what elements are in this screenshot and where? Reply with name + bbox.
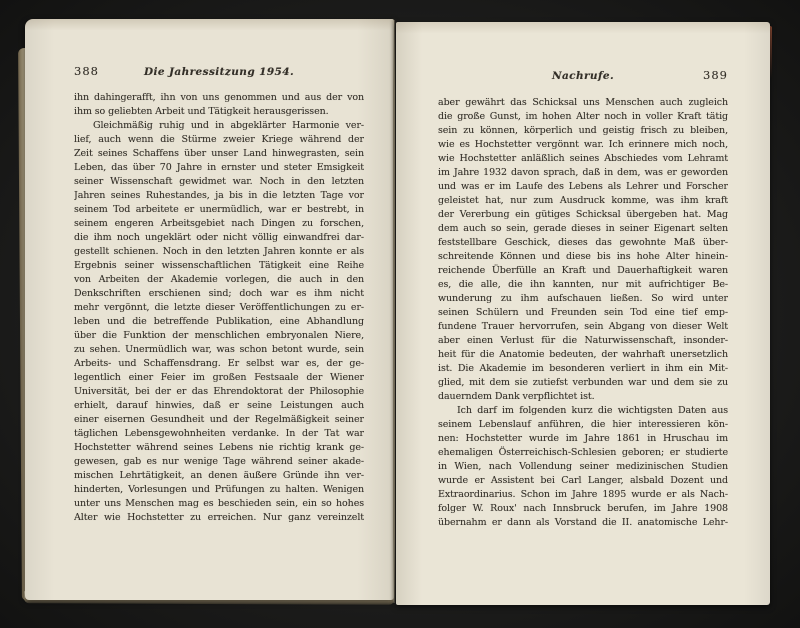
text-line: ehemaligen Österreichisch-Schlesien geboren; er studierte (438, 447, 728, 458)
text-line: feststellbare Geschick, dieses das gewohnte Maß über- (438, 237, 728, 248)
text-line: gestellt schienen. Noch in den letzten Jahren konnte er als (74, 246, 364, 257)
text-line: erhielt, darauf hinwies, daß er seine Leistungen auch (74, 400, 364, 411)
text-line: es, die alle, die ihn kannten, nur mit aufrichtiger Be- (438, 279, 728, 290)
text-line: wie es Hochstetter vergönnt war. Ich erinnere mich noch, (438, 139, 728, 150)
text-line: Universität, bei der er das Ehrendoktorat der Philosophie (74, 386, 364, 397)
text-line: Gleichmäßig ruhig und in abgeklärter Harmonie ver- (93, 120, 364, 131)
text-line: seiner Wissenschaft gewidmet war. Noch in den letzten (74, 176, 364, 187)
right-body-text (438, 96, 728, 530)
text-line: sein zu können, körperlich und geistig frisch zu bleiben, (438, 125, 728, 136)
right-page-number: 389 (703, 68, 728, 82)
text-line: reichende Überfülle an Kraft und Dauerhaftigkeit waren (438, 265, 728, 276)
text-line: Hochstetter während seines Lebens nie richtig krank ge- (74, 442, 364, 453)
paragraph (438, 96, 728, 404)
text-line: leben und die betreffende Publikation, eine Abhandlung (74, 316, 364, 327)
text-line: geleistet hat, nur zum Ausdruck komme, was ihm kraft (438, 195, 728, 206)
text-line: Ich darf im folgenden kurz die wichtigsten Daten aus (457, 405, 728, 416)
left-body-text (74, 91, 364, 525)
text-line: und was er im Laufe des Lebens als Lehrer und Forscher (438, 181, 728, 192)
text-line: Leben, das über 70 Jahre in ernster und steter Emsigkeit (74, 162, 364, 173)
text-line: die große Gunst, im hohen Alter noch in voller Kraft tätig (438, 111, 728, 122)
text-line: im Jahre 1932 davon sprach, daß in dem, was er geworden (438, 167, 728, 178)
text-line: von Arbeiten der Akademie vorlegen, die auch in den (74, 274, 364, 285)
text-line: einer eisernen Gesundheit und der Regelmäßigkeit seiner (74, 414, 364, 425)
text-line: lief, auch wenn die Stürme zweier Kriege während der (74, 134, 364, 145)
text-line: wurde er Assistent bei Carl Langer, alsbald Dozent und (438, 475, 728, 486)
text-line: wunderung zu ihm aufschauen ließen. So wird unter (438, 293, 728, 304)
text-line: aber gewährt das Schicksal uns Menschen auch zugleich (438, 97, 728, 108)
left-running-title: Die Jahressitzung 1954. (143, 66, 295, 78)
text-line: seinen Schülern und Freunden sein Tod eine tief emp- (438, 307, 728, 318)
text-line: täglichen Lebensgewohnheiten verdanke. In der Tat war (74, 428, 364, 439)
gutter-fold (393, 20, 395, 603)
text-line: folger W. Roux' nach Innsbruck berufen, im Jahre 1908 (438, 503, 728, 514)
paragraph (74, 91, 364, 119)
text-line: wie Hochstetter anläßlich seines Abschiedes vom Lehramt (438, 153, 728, 164)
text-line: ist. Die Akademie im besonderen verliert in ihm ein Mit- (438, 363, 728, 374)
text-line: heit für die Anatomie bedeuten, der wahrhaft unersetzlich (438, 349, 728, 360)
text-line: seinem engeren Arbeitsgebiet nach Dingen zu forschen, (74, 218, 364, 229)
text-line: Jahren seines Ruhestandes, ja bis in die letzten Tage vor (74, 190, 364, 201)
left-running-head (74, 64, 364, 78)
text-line: Ergebnis seiner wissenschaftlichen Tätigkeit eine Reihe (74, 260, 364, 271)
text-line: ihn dahingerafft, ihn von uns genommen und aus der von (74, 92, 364, 103)
text-line: gewesen, gab es nur wenige Tage während seiner akade- (74, 456, 364, 467)
text-line: Denkschriften erschienen sind; doch war es ihm nicht (74, 288, 364, 299)
right-page (396, 22, 770, 605)
right-running-title: Nachrufe. (551, 70, 615, 82)
text-line: dem auch so sein, gerade dieses in seiner Eigenart selten (438, 223, 728, 234)
text-line: der Vererbung ein gütiges Schicksal übergeben hat. Mag (438, 209, 728, 220)
text-line: fundene Trauer hervorrufen, sein Abgang von dieser Welt (438, 321, 728, 332)
text-line: dauerndem Dank verpflichtet ist. (438, 391, 595, 402)
text-line: schreitende Können und diese bis ins hohe Alter hinein- (438, 251, 728, 262)
text-line: aber einen Verlust für die Naturwissenschaft, insonder- (438, 335, 728, 346)
text-line: nen: Hochstetter wurde im Jahre 1861 in Hruschau im (438, 433, 728, 444)
paragraph (438, 404, 728, 530)
left-page (25, 19, 394, 600)
left-page-number: 388 (74, 64, 99, 78)
text-line: übernahm er dann als Vorstand die II. anatomische Lehr- (438, 517, 728, 528)
text-line: mehr vergönnt, die letzte dieser Veröffentlichungen zu er- (74, 302, 364, 313)
text-line: Extraordinarius. Schon im Jahre 1895 wurde er als Nach- (438, 489, 728, 500)
text-line: unter uns Menschen mag es beschieden sein, ein so hohes (74, 498, 364, 509)
text-line: mischen Lehrtätigkeit, an denen äußere Gründe ihn ver- (74, 470, 364, 481)
right-running-head (438, 68, 728, 82)
text-line: glied, mit dem sie zutiefst verbunden war und dem sie zu (438, 377, 728, 388)
text-line: hinderten, Vorlesungen und Prüfungen zu halten. Wenigen (74, 484, 364, 495)
text-line: seinem Lebenslauf anführen, die hier interessieren kön- (438, 419, 728, 430)
text-line: Alter wie Hochstetter zu erreichen. Nur ganz vereinzelt (74, 512, 364, 523)
text-line: seinem Tod arbeitete er unermüdlich, war er bestrebt, in (74, 204, 364, 215)
text-line: Zeit seines Schaffens über unser Land hinwegrasten, sein (74, 148, 364, 159)
text-line: legentlich einer Feier im großen Festsaale der Wiener (74, 372, 364, 383)
text-line: in Wien, nach Vollendung seiner medizinischen Studien (438, 461, 728, 472)
text-line: über die Funktion der menschlichen embryonalen Niere, (74, 330, 364, 341)
text-line: die ihm noch ungeklärt oder nicht völlig einwandfrei dar- (74, 232, 364, 243)
text-line: ihm so geliebten Arbeit und Tätigkeit herausgerissen. (74, 106, 329, 117)
paragraph (74, 119, 364, 525)
text-line: Arbeits- und Schaffensdrang. Er selbst war es, der ge- (74, 358, 364, 369)
text-line: zu sehen. Unermüdlich war, was schon betont wurde, sein (74, 344, 364, 355)
